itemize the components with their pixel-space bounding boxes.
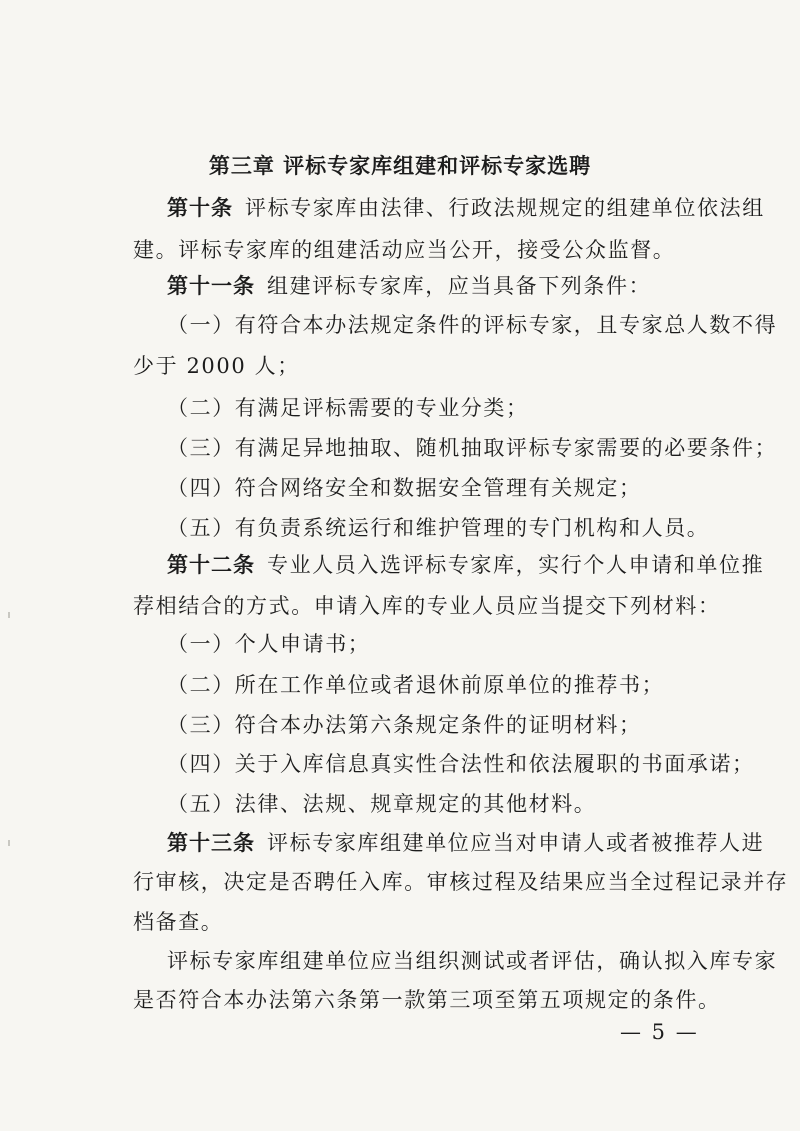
article-11-item-4: （四）符合网络安全和数据安全管理有关规定； <box>167 476 642 500</box>
article-11-item-1b: 少于 2000 人； <box>133 354 300 378</box>
article-12-item-5: （五）法律、法规、规章规定的其他材料。 <box>167 792 597 816</box>
article-10-line-1 <box>167 194 765 222</box>
article-12-line-1 <box>167 551 764 579</box>
article-13-para-2-line-1: 评标专家库组建单位应当组织测试或者评估，确认拟入库专家 <box>167 949 778 973</box>
page-number: — 5 — <box>620 1020 699 1044</box>
article-10-number: 第十条 <box>167 196 233 220</box>
article-13-line-3: 档备查。 <box>133 910 224 934</box>
article-13-line-2: 行审核，决定是否聘任入库。审核过程及结果应当全过程记录并存 <box>133 870 789 894</box>
article-12-item-2: （二）所在工作单位或者退休前原单位的推荐书； <box>167 673 665 697</box>
article-13-number: 第十三条 <box>167 831 255 855</box>
article-12-item-4: （四）关于入库信息真实性合法性和依法履职的书面承诺； <box>167 752 755 776</box>
article-11-number: 第十一条 <box>167 274 255 298</box>
article-11-item-2: （二）有满足评标需要的专业分类； <box>167 396 529 420</box>
article-13-text-1: 评标专家库组建单位应当对申请人或者被推荐人进 <box>267 831 765 855</box>
article-12-text-1: 专业人员入选评标专家库，实行个人申请和单位推 <box>267 553 765 577</box>
article-11-text-1: 组建评标专家库，应当具备下列条件： <box>267 274 652 298</box>
chapter-title: 第三章 评标专家库组建和评标专家选聘 <box>208 154 592 178</box>
article-10-text-1: 评标专家库由法律、行政法规规定的组建单位依法组 <box>245 196 765 220</box>
article-12-line-2: 荐相结合的方式。申请入库的专业人员应当提交下列材料： <box>133 594 721 618</box>
article-10-line-2: 建。评标专家库的组建活动应当公开，接受公众监督。 <box>133 238 676 262</box>
article-11-item-3: （三）有满足异地抽取、随机抽取评标专家需要的必要条件； <box>167 436 778 460</box>
article-12-item-1: （一）个人申请书； <box>167 632 371 656</box>
article-11-item-1a: （一）有符合本办法规定条件的评标专家，且专家总人数不得 <box>167 313 778 337</box>
article-11-line-1 <box>167 272 651 300</box>
scan-margin-mark <box>8 612 10 618</box>
article-11-item-5: （五）有负责系统运行和维护管理的专门机构和人员。 <box>167 516 710 540</box>
scan-margin-mark <box>8 840 10 846</box>
article-12-number: 第十二条 <box>167 553 255 577</box>
article-12-item-3: （三）符合本办法第六条规定条件的证明材料； <box>167 713 642 737</box>
article-13-line-1 <box>167 829 764 857</box>
article-13-para-2-line-2: 是否符合本办法第六条第一款第三项至第五项规定的条件。 <box>133 988 721 1012</box>
